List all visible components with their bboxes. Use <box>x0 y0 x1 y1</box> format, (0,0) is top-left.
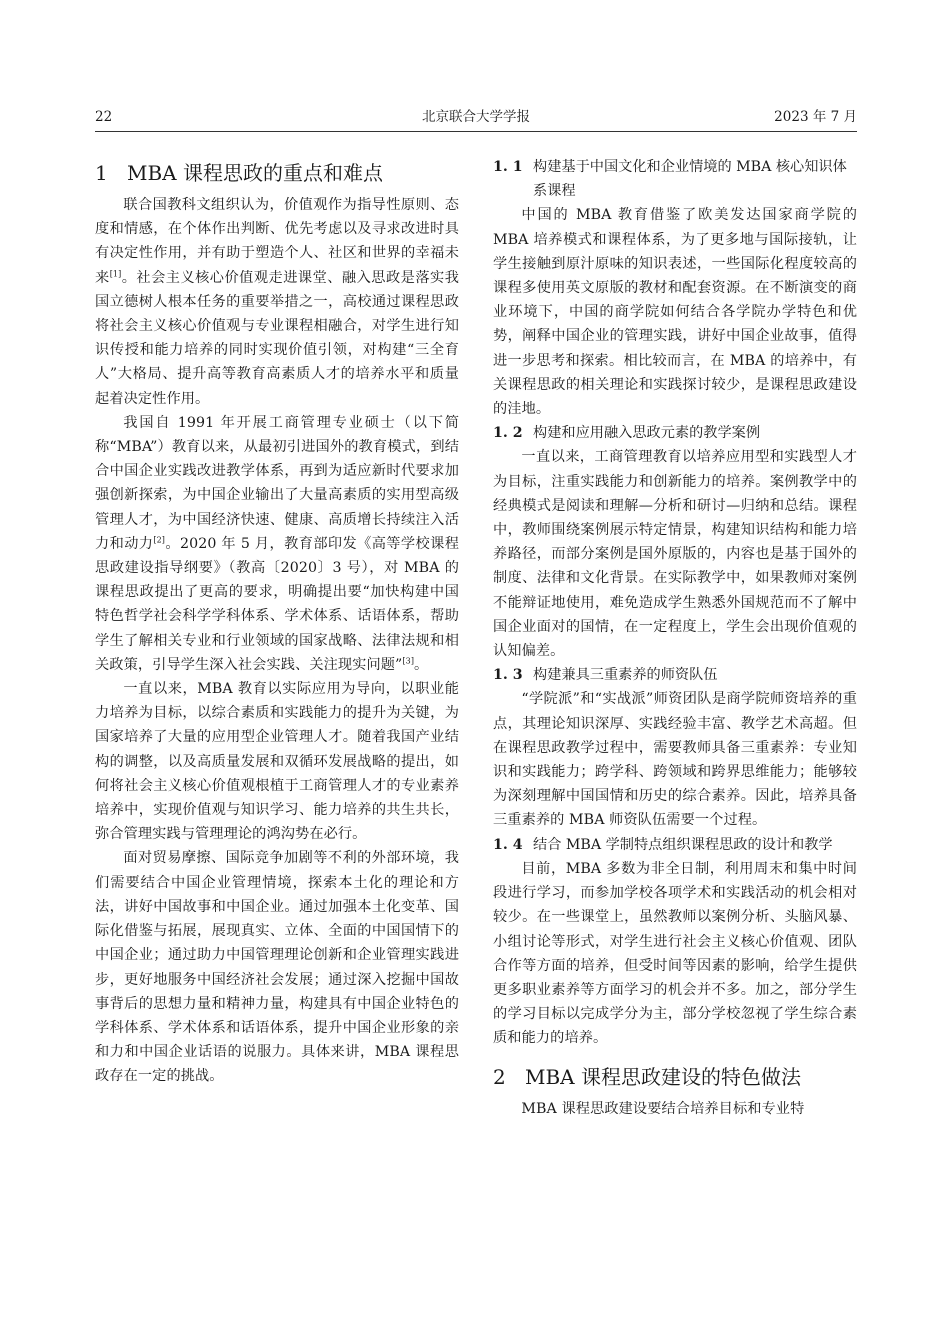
section-2-heading <box>493 1059 857 1095</box>
citation-3: [3] <box>402 656 415 666</box>
left-column <box>95 155 459 1089</box>
page-number: 22 <box>95 109 113 125</box>
subsection-1-1-heading <box>493 155 857 203</box>
subsection-1-1-paragraph: 中国的 MBA 教育借鉴了欧美发达国家商学院的 MBA 培养模式和课程体系，为了更多地与国际接轨，让学生接触到原汁原味的知识表述，一些国际化程度较高的课程多使用英文原版的教材和配套资源。在不断演变的商业环境下，中国的商学院如何结合各学院办学特色和优势，阐释中国企业的管理实践，讲好中国企业故事，值得进一步思考和探索。相比较而言，在 MBA 的培养中，有关课程思政的相关理论和实践探讨较少，是课程思政建设的洼地。 <box>493 207 857 418</box>
section-1-number: 1 <box>95 161 108 185</box>
subsection-1-1-number: 1. 1 <box>493 159 523 175</box>
section-1-heading <box>95 155 459 191</box>
subsection-1-2-paragraph: 一直以来，工商管理教育以培养应用型和实践型人才为目标，注重实践能力和创新能力的培养。案例教学中的经典模式是阅读和理解—分析和研讨—归纳和总结。课程中，教师围绕案例展示特定情景，构建知识结构和能力培养路径，而部分案例是国外原版的，内容也是基于国外的制度、法律和文化背景。在实际教学中，如果教师对案例不能辩证地使用，难免造成学生熟悉外国规范而不了解中国企业面对的国情，在一定程度上，学生会出现价值观的认知偏差。 <box>493 449 857 660</box>
paragraph-2-text-cont: 。2020 年 5 月，教育部印发《高等学校课程思政建设指导纲要》（教高〔2020〕3 号），对 MBA 的课程思政提出了更高的要求，明确提出要“加快构建中国特色哲学社会科学学科体系、学术体系、话语体系，帮助学生了解相关专业和行业领域的国家战略、法律法规和相关政策，引导学生深入社会实践、关注现实问题” <box>95 535 459 673</box>
subsection-1-2-number: 1. 2 <box>493 425 523 442</box>
paragraph-1-text-cont: 。社会主义核心价值观走进课堂、融入思政是落实我国立德树人根本任务的重要举措之一，高校通过课程思政将社会主义核心价值观与专业课程相融合，对学生进行知识传授和能力培养的同时实现价值引领，对构建“三全育人”大格局、提升高等教育高素质人才的培养水平和质量起着决定性作用。 <box>95 269 459 407</box>
paragraph-1-text: 联合国教科文组织认为，价值观作为指导性原则、态度和情感，在个体作出判断、优先考虑以及寻求改进时具有决定性作用，并有助于塑造个人、社区和世界的幸福未来 <box>95 197 459 286</box>
subsection-1-3-number: 1. 3 <box>493 667 523 684</box>
subsection-1-3-paragraph: “学院派”和“实战派”师资团队是商学院师资培养的重点，其理论知识深厚、实践经验丰富、教学艺术高超。但在课程思政教学过程中，需要教师具备三重素养：专业知识和实践能力；跨学科、跨领域和跨界思维能力；能够较为深刻理解中国国情和历史的综合素养。因此，培养具备三重素养的 MBA 师资队伍需要一个过程。 <box>493 691 857 829</box>
subsection-1-2-title: 构建和应用融入思政元素的教学案例 <box>533 425 761 442</box>
section-2-title: MBA 课程思政建设的特色做法 <box>525 1064 801 1089</box>
citation-2: [2] <box>153 535 166 545</box>
section-2-paragraph: MBA 课程思政建设要结合培养目标和专业特 <box>521 1100 805 1117</box>
right-column <box>493 155 857 1121</box>
paragraph-1 <box>95 193 459 411</box>
paragraph-4: 面对贸易摩擦、国际竞争加剧等不利的外部环境，我们需要结合中国企业管理情境，探索本土化的理论和方法，讲好中国故事和中国企业。通过加强本土化变革、国际化借鉴与拓展，展现真实、立体、全面的中国国情下的中国企业；通过助力中国管理理论创新和企业管理实践进步，更好地服务中国经济社会发展；通过深入挖掘中国故事背后的思想力量和精神力量，构建具有中国企业特色的学科体系、学术体系和话语体系，提升中国企业形象的亲和力和中国企业话语的说服力。具体来讲，MBA 课程思政存在一定的挑战。 <box>95 850 459 1085</box>
citation-1: [1] <box>109 268 122 278</box>
subsection-1-4-paragraph: 目前，MBA 多数为非全日制，利用周末和集中时间段进行学习，而参加学校各项学术和实践活动的机会相对较少。在一些课堂上，虽然教师以案例分析、头脑风暴、小组讨论等形式，对学生进行社会主义核心价值观、团队合作等方面的培养，但受时间等因素的影响，给学生提供更多职业素养等方面学习的机会并不多。加之，部分学生的学习目标以完成学分为主，部分学校忽视了学生综合素质和能力的培养。 <box>493 860 857 1047</box>
paragraph-3: 一直以来，MBA 教育以实际应用为导向，以职业能力培养为目标，以综合素质和实践能力的提升为关键，为国家培养了大量的应用型企业管理人才。随着我国产业结构的调整，以及高质量发展和双循环发展战略的提出，如何将社会主义核心价值观根植于工商管理人才的专业素养培养中，实现价值观与知识学习、能力培养的共生共长，弥合管理实践与管理理论的鸿沟势在必行。 <box>95 681 459 843</box>
subsection-1-4-heading <box>493 833 857 857</box>
issue-date: 2023 年 7 月 <box>774 109 857 125</box>
subsection-1-1-title: 构建基于中国文化和企业情境的 MBA 核心知识体系课程 <box>533 159 847 200</box>
paragraph-2-text-end: 。 <box>414 656 429 673</box>
subsection-1-4-title: 结合 MBA 学制特点组织课程思政的设计和教学 <box>533 836 833 853</box>
subsection-1-3-title: 构建兼具三重素养的师资队伍 <box>533 667 718 684</box>
paragraph-2-text: 我国自 1991 年开展工商管理专业硕士（以下简称“MBA”）教育以来，从最初引进国外的教育模式，到结合中国企业实践改进教学体系，再到为适应新时代要求加强创新探索，为中国企业输出了大量高素质的实用型高级管理人才，为中国经济快速、健康、高质增长持续注入活力和动力 <box>95 414 459 552</box>
section-1-title: MBA 课程思政的重点和难点 <box>127 161 383 185</box>
subsection-1-3-heading <box>493 663 857 687</box>
header-divider <box>95 131 857 132</box>
running-header <box>95 106 857 128</box>
subsection-1-2-heading <box>493 421 857 445</box>
subsection-1-4-number: 1. 4 <box>493 836 523 853</box>
journal-title: 北京联合大学学报 <box>422 109 530 125</box>
section-2-number: 2 <box>493 1064 506 1089</box>
paragraph-2 <box>95 411 459 677</box>
